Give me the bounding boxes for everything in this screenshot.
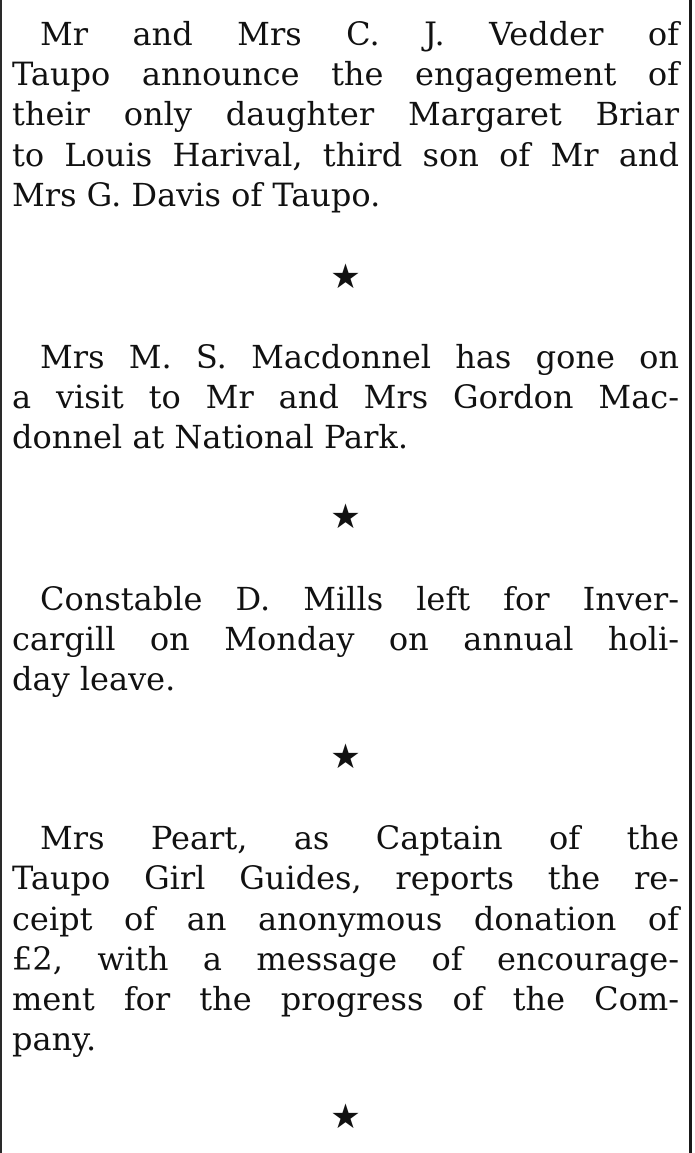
news-item-macdonnel-visit (12, 337, 679, 458)
text-line: Taupo Girl Guides, reports the re- (12, 859, 679, 898)
news-item-girl-guides (12, 818, 679, 1059)
text-line: ceipt of an anonymous donation of (12, 899, 679, 938)
text-line: pany. (12, 1020, 97, 1059)
news-item-engagement (12, 14, 679, 215)
star-separator-icon: ★ (330, 257, 361, 298)
text-line: donnel at National Park. (12, 418, 408, 457)
text-line: ment for the progress of the Com- (12, 980, 679, 1019)
text-line: Taupo announce the engagement of (12, 55, 679, 94)
text-line: cargill on Monday on annual holi- (12, 619, 679, 658)
text-line: to Louis Harival, third son of Mr and (12, 135, 679, 174)
star-separator-icon: ★ (330, 496, 361, 537)
text-line: Mrs Peart, as Captain of the (40, 819, 679, 858)
text-line: day leave. (12, 660, 176, 699)
star-separator-icon: ★ (330, 737, 361, 778)
news-item-constable-mills (12, 579, 679, 700)
text-line: a visit to Mr and Mrs Gordon Mac- (12, 378, 679, 417)
star-separator-icon: ★ (330, 1097, 361, 1138)
text-line: their only daughter Margaret Briar (12, 95, 679, 134)
text-line: £2, with a message of encourage- (12, 939, 679, 978)
text-line: Mrs G. Davis of Taupo. (12, 175, 381, 214)
text-line: Mrs M. S. Macdonnel has gone on (40, 338, 679, 377)
text-line: Mr and Mrs C. J. Vedder of (40, 15, 679, 53)
text-line: Constable D. Mills left for Inver- (40, 579, 679, 618)
